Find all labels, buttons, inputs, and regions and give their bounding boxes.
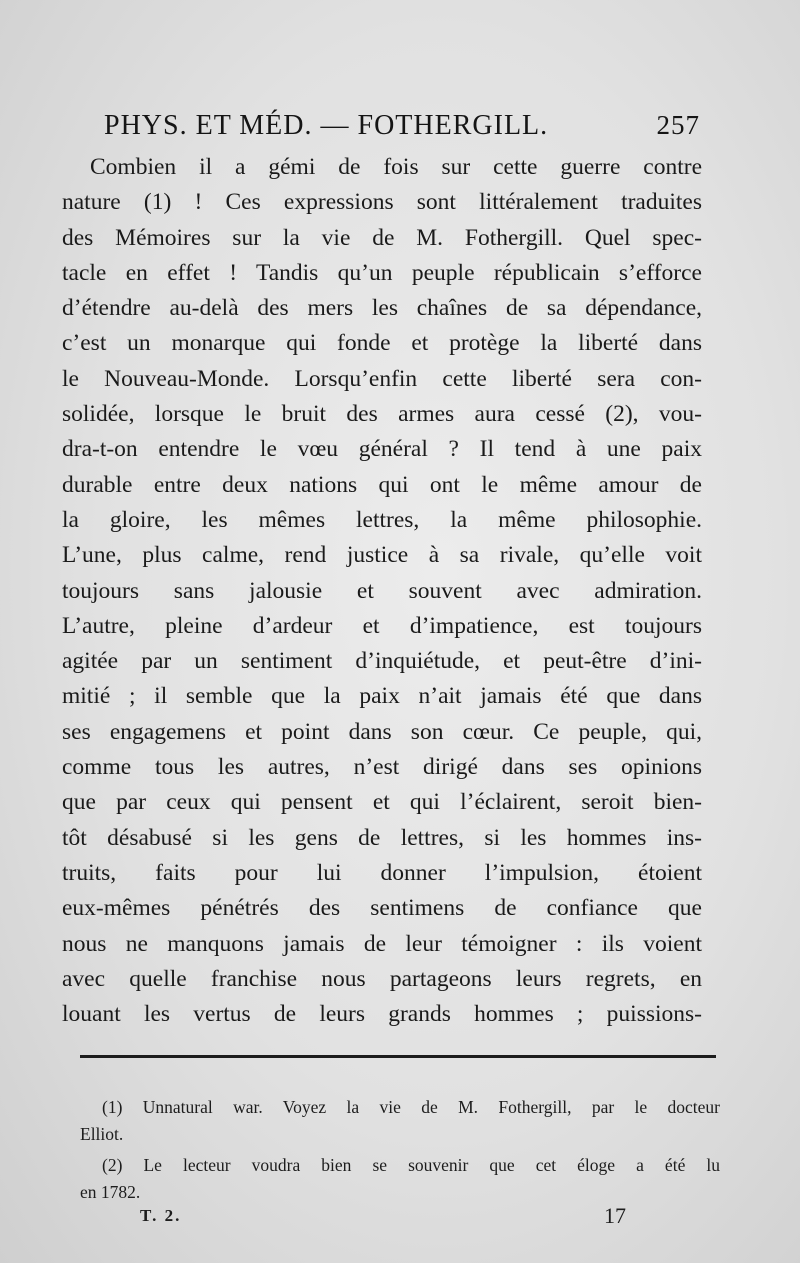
body-line: solidée, lorsque le bruit des armes aura cessé (2), vou- xyxy=(62,401,702,428)
body-line: d’étendre au-delà des mers les chaînes de sa dépendance, xyxy=(62,295,702,322)
body-line: c’est un monarque qui fonde et protège la liberté dans xyxy=(62,330,702,357)
body-line: louant les vertus de leurs grands hommes ; puissions- xyxy=(62,1001,702,1028)
body-line: que par ceux qui pensent et qui l’éclairent, seroit bien- xyxy=(62,789,702,816)
footnote-2-line-1: (2) Le lecteur voudra bien se souvenir que cet éloge a été lu xyxy=(102,1155,720,1175)
gathering-number: 17 xyxy=(604,1203,626,1228)
footnote-2-line-2: en 1782. xyxy=(80,1182,141,1202)
body-line: comme tous les autres, n’est dirigé dans ses opinions xyxy=(62,754,702,781)
body-line: tacle en effet ! Tandis qu’un peuple républicain s’efforce xyxy=(62,259,702,286)
page-number: 257 xyxy=(656,110,700,140)
body-line: mitié ; il semble que la paix n’ait jamais été que dans xyxy=(62,683,702,710)
body-line: nature (1) ! Ces expressions sont littéralement traduites xyxy=(62,189,702,216)
signature-mark: T. 2. xyxy=(140,1206,182,1225)
body-line: tôt désabusé si les gens de lettres, si les hommes ins- xyxy=(62,824,702,851)
footnote-rule xyxy=(80,1055,716,1058)
body-line: le Nouveau-Monde. Lorsqu’enfin cette liberté sera con- xyxy=(62,365,702,392)
footnote-1-line-1: (1) Unnatural war. Voyez la vie de M. Fothergill, par le docteur xyxy=(102,1097,720,1117)
body-line: toujours sans jalousie et souvent avec admiration. xyxy=(62,577,702,604)
body-line: L’une, plus calme, rend justice à sa rivale, qu’elle voit xyxy=(62,542,702,569)
body-line: durable entre deux nations qui ont le même amour de xyxy=(62,471,702,498)
body-line: ses engagemens et point dans son cœur. Ce peuple, qui, xyxy=(62,718,702,745)
body-text xyxy=(62,150,702,1032)
footnotes xyxy=(80,1094,720,1206)
body-line: la gloire, les mêmes lettres, la même philosophie. xyxy=(62,506,702,533)
footnote-1-line-2: Elliot. xyxy=(80,1124,124,1144)
body-line: nous ne manquons jamais de leur témoigner : ils voient xyxy=(62,930,702,957)
body-line: Combien il a gémi de fois sur cette guerre contre xyxy=(90,154,702,180)
body-line: L’autre, pleine d’ardeur et d’impatience, est toujours xyxy=(62,612,702,639)
body-line: avec quelle franchise nous partageons leurs regrets, en xyxy=(62,965,702,992)
body-line: dra-t-on entendre le vœu général ? Il tend à une paix xyxy=(62,436,702,463)
body-line: eux-mêmes pénétrés des sentimens de confiance que xyxy=(62,895,702,922)
page-header xyxy=(104,110,700,150)
running-head: PHYS. ET MÉD. — FOTHERGILL. xyxy=(104,110,549,141)
body-line: des Mémoires sur la vie de M. Fothergill. Quel spec- xyxy=(62,224,702,251)
body-line: agitée par un sentiment d’inquiétude, et peut-être d’ini- xyxy=(62,648,702,675)
body-line: truits, faits pour lui donner l’impulsion, étoient xyxy=(62,859,702,886)
